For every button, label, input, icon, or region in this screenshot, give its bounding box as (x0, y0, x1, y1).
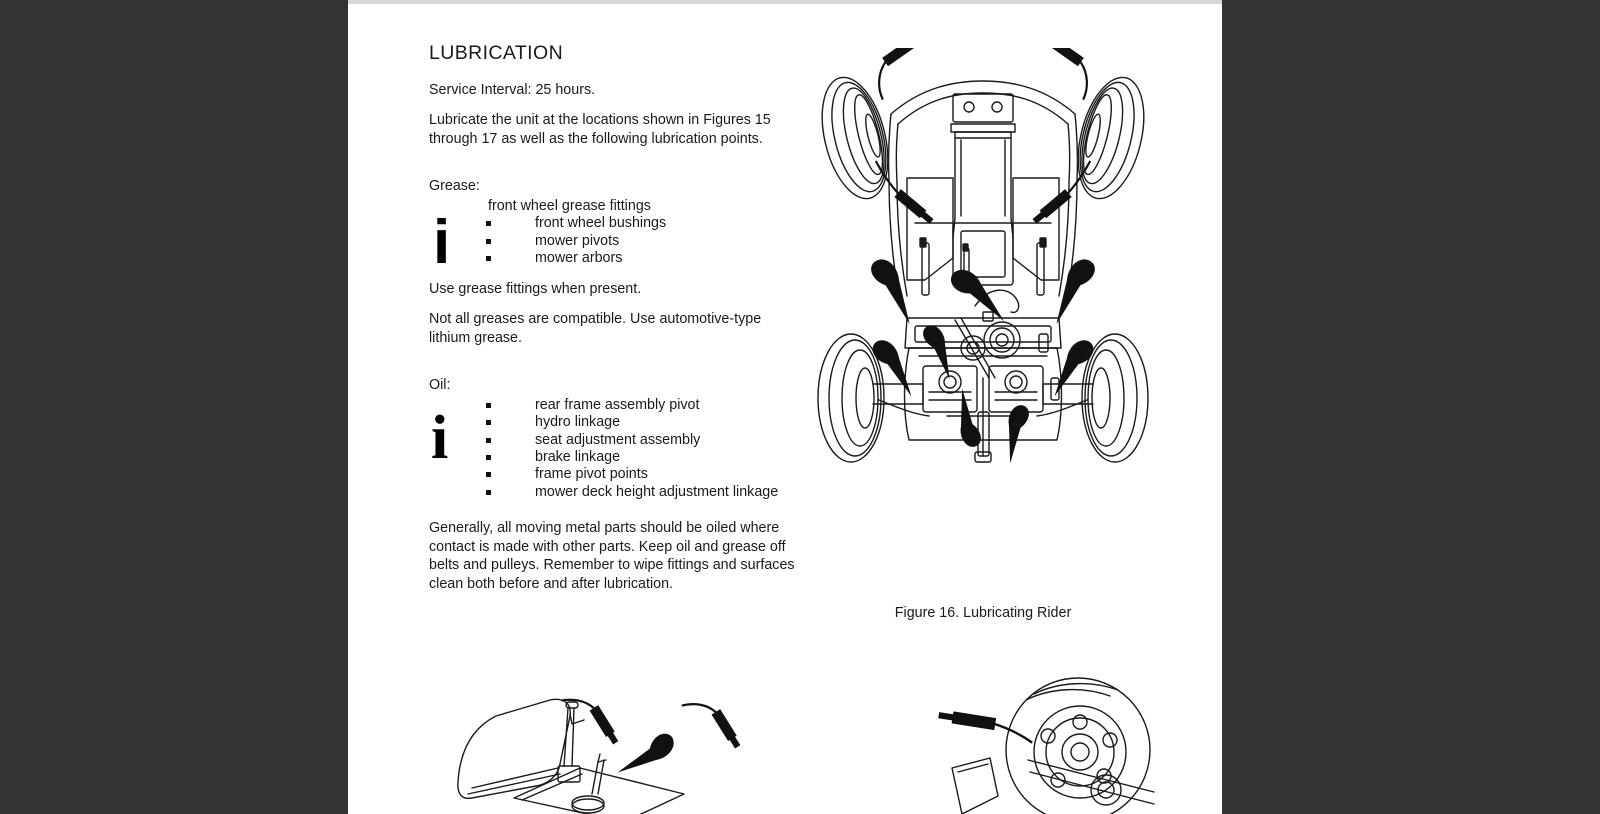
spacer (429, 358, 801, 376)
grease-note-2: Not all greases are compatible. Use automotive-type lithium grease. (429, 310, 762, 346)
grease-gun-icon-wheel-hub (937, 710, 1035, 743)
document-page (348, 0, 1222, 814)
grease-list-block (429, 197, 801, 277)
oil-list-item (429, 466, 801, 483)
bullet-square-icon (486, 438, 491, 443)
oil-marker-frame-pivot-left (861, 336, 929, 396)
oil-list-item (429, 484, 801, 501)
grease-list-item-label: mower pivots (535, 232, 620, 249)
bullet-square-icon (486, 472, 491, 477)
oil-list-item (429, 397, 801, 414)
bullet-square-icon (486, 420, 491, 425)
grease-gun-icon-front-right (1026, 48, 1103, 100)
oil-list-item-label: hydro linkage (535, 414, 621, 431)
front-right-wheel (1067, 71, 1155, 206)
grease-list-item-label: mower arbors (535, 249, 623, 266)
oil-list-item-label: frame pivot points (535, 466, 648, 483)
spacer (429, 267, 801, 280)
grease-gun-icon-console-right (682, 690, 741, 760)
text-column (429, 42, 801, 605)
bullet-square-icon (486, 490, 491, 495)
grease-gun-icon-left-bushing (866, 161, 938, 225)
oil-list-item-label: brake linkage (535, 448, 621, 465)
oil-marker-rear-frame-pivot (937, 388, 997, 450)
oil-list-item-label: mower deck height adjustment linkage (535, 483, 779, 500)
grease-list-item (429, 215, 801, 232)
grease-list-item (429, 250, 801, 267)
figure-16-illustration (803, 48, 1203, 558)
grease-item-list (429, 198, 801, 268)
grease-list-item-label: front wheel bushings (535, 215, 667, 232)
intro-paragraph: Lubricate the unit at the locations shown in Figures 15 through 17 as well as the following lubrication points. (429, 111, 771, 147)
bullet-square-icon (486, 239, 491, 244)
oil-list-item-label: rear frame assembly pivot (535, 396, 700, 413)
grease-list-item-label: front wheel grease fittings (488, 197, 651, 214)
oil-can-icon: i (431, 403, 449, 472)
grease-list-item (429, 198, 801, 215)
spacer (429, 159, 801, 177)
bullet-square-icon (486, 221, 491, 226)
front-wheel-hub-grease-detail (918, 672, 1158, 814)
figure-16-caption: Figure 16. Lubricating Rider (894, 605, 1072, 621)
oil-list-item (429, 414, 801, 431)
grease-gun-icon-right-bushing (1028, 161, 1100, 225)
front-left-wheel (811, 71, 899, 206)
bullet-square-icon (486, 403, 491, 408)
service-interval-text: Service Interval: 25 hours. (429, 82, 596, 99)
oil-marker-seat-adjustment (985, 401, 1045, 463)
spacer (429, 501, 801, 519)
grease-gun-icon-front-left (863, 48, 940, 100)
bullet-square-icon (486, 256, 491, 261)
bullet-square-icon (486, 455, 491, 460)
figure-17-left-illustration (448, 672, 748, 814)
oil-list-block (429, 397, 801, 501)
oil-list-item-label: seat adjustment assembly (535, 431, 701, 448)
oil-section-label: Oil: (429, 377, 451, 394)
grease-section-label: Grease: (429, 178, 480, 195)
oil-list-item (429, 432, 801, 449)
oil-item-list (429, 397, 801, 501)
grease-fitting-markers (863, 48, 1102, 225)
oil-list-item (429, 449, 801, 466)
page-top-edge (348, 0, 1222, 4)
grease-gun-icon: i (433, 207, 451, 277)
oil-marker-frame-pivot-right (1037, 336, 1105, 396)
closing-paragraph: Generally, all moving metal parts should be oiled where contact is made with other parts. Keep oil and grease off belts and pulleys. Remember to wipe fittings and surfaces clean both before and after lubrication. (429, 520, 795, 592)
page-title: LUBRICATION (429, 42, 564, 64)
grease-gun-icon-console-left (562, 686, 620, 755)
figure-17-right-illustration (918, 672, 1158, 814)
grease-note-1: Use grease fittings when present. (429, 281, 642, 298)
rider-console-lubrication-detail (448, 672, 748, 814)
oil-marker-hydro-linkage (944, 267, 1014, 321)
grease-list-item (429, 233, 801, 250)
rider-mower-underside-diagram (803, 48, 1163, 558)
